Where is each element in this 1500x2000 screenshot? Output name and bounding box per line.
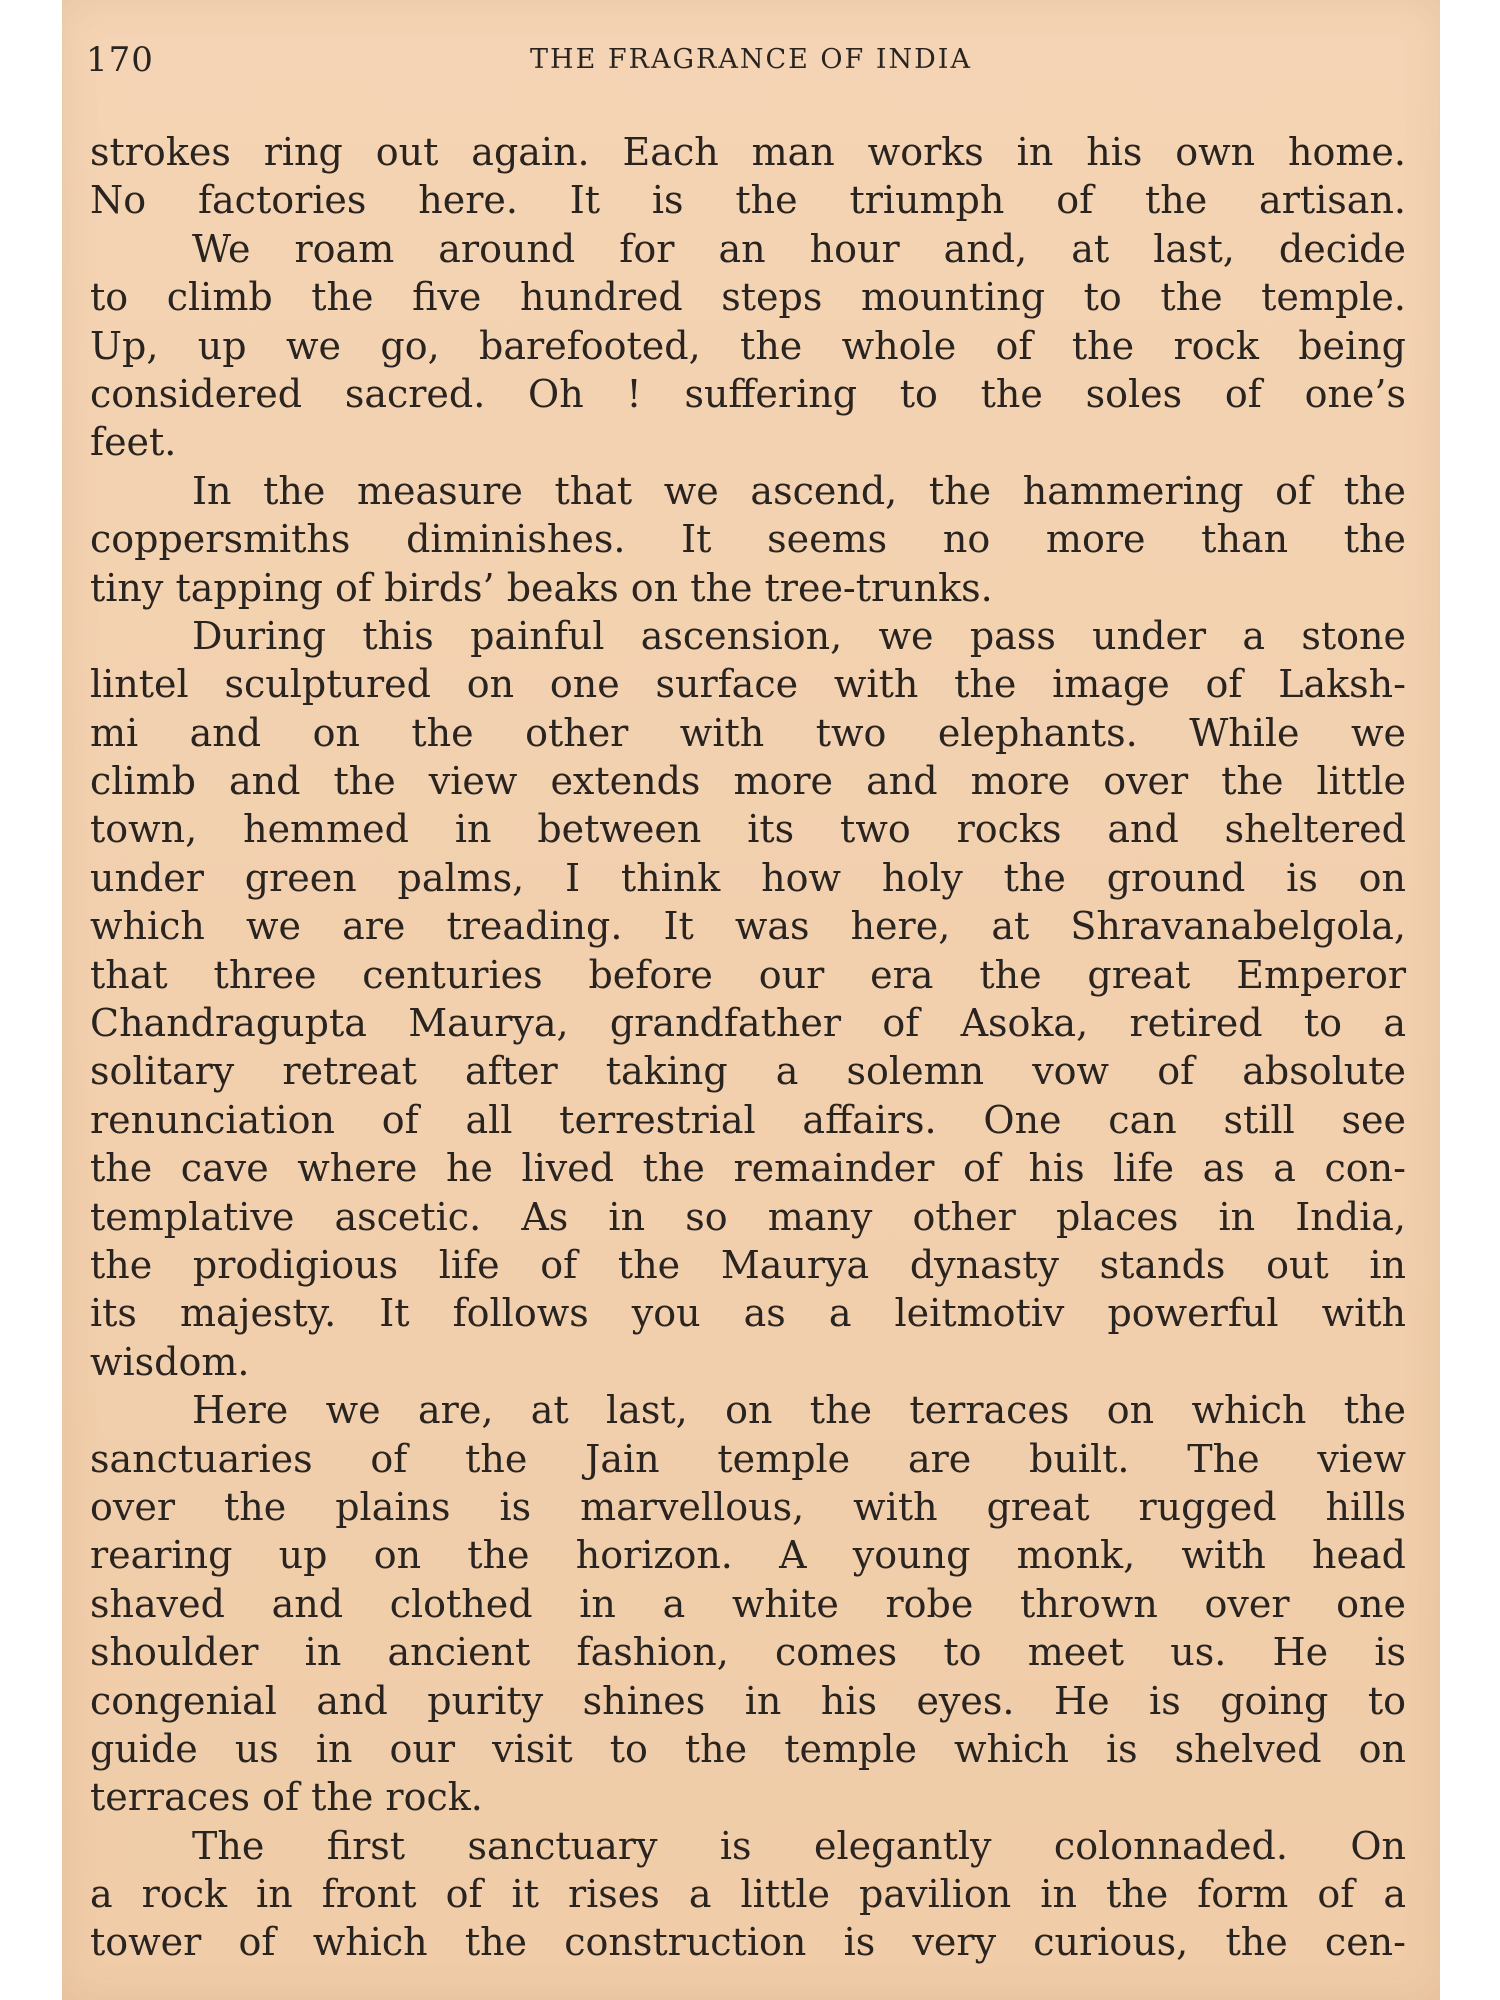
- text-line: which we are treading. It was here, at Shravanabelgola,: [90, 904, 1406, 949]
- text-line: Here we are, at last, on the terraces on which the: [192, 1388, 1406, 1433]
- text-line: town, hemmed in between its two rocks and sheltered: [90, 807, 1406, 852]
- text-line: feet.: [90, 420, 177, 465]
- text-line: mi and on the other with two elephants. While we: [90, 710, 1406, 755]
- text-line: strokes ring out again. Each man works in his own home.: [90, 130, 1406, 174]
- text-line: a rock in front of it rises a little pavilion in the form of a: [90, 1872, 1406, 1917]
- text-line: shaved and clothed in a white robe thrown over one: [90, 1581, 1406, 1626]
- text-line: During this painful ascension, we pass under a stone: [192, 613, 1406, 658]
- text-line: congenial and purity shines in his eyes. He is going to: [90, 1678, 1406, 1723]
- text-line: The first sanctuary is elegantly colonnaded. On: [192, 1823, 1406, 1868]
- text-line: that three centuries before our era the great Emperor: [90, 952, 1406, 997]
- text-line: solitary retreat after taking a solemn vow of absolute: [90, 1049, 1406, 1094]
- text-line: tiny tapping of birds’ beaks on the tree-trunks.: [90, 565, 993, 610]
- book-page: [62, 0, 1440, 2000]
- text-line: considered sacred. Oh ! suffering to the soles of one’s: [90, 371, 1406, 416]
- text-line: Chandragupta Maurya, grandfather of Asoka, retired to a: [90, 1001, 1406, 1046]
- text-line: wisdom.: [90, 1339, 250, 1384]
- text-line: tower of which the construction is very curious, the cen-: [90, 1920, 1406, 1965]
- text-line: its majesty. It follows you as a leitmotiv powerful with: [90, 1291, 1406, 1336]
- text-line: to climb the five hundred steps mounting to the temple.: [90, 275, 1406, 320]
- text-line: terraces of the rock.: [90, 1775, 483, 1820]
- text-line: renunciation of all terrestrial affairs. One can still see: [90, 1097, 1406, 1142]
- text-line: the prodigious life of the Maurya dynasty stands out in: [90, 1242, 1406, 1287]
- text-line: under green palms, I think how holy the ground is on: [90, 855, 1406, 900]
- text-line: the cave where he lived the remainder of his life as a con-: [90, 1146, 1406, 1191]
- text-line: templative ascetic. As in so many other places in India,: [90, 1194, 1406, 1239]
- text-line: lintel sculptured on one surface with the image of Laksh-: [90, 662, 1406, 707]
- text-line: rearing up on the horizon. A young monk, with head: [90, 1533, 1406, 1578]
- text-line: We roam around for an hour and, at last, decide: [192, 226, 1406, 271]
- text-line: No factories here. It is the triumph of the artisan.: [90, 178, 1406, 223]
- text-line: shoulder in ancient fashion, comes to meet us. He is: [90, 1630, 1406, 1675]
- page-header: [86, 40, 1416, 90]
- running-title: THE FRAGRANCE OF INDIA: [530, 44, 972, 75]
- text-line: In the measure that we ascend, the hammering of the: [192, 468, 1406, 513]
- text-line: sanctuaries of the Jain temple are built. The view: [90, 1436, 1406, 1481]
- text-line: Up, up we go, barefooted, the whole of the rock being: [90, 323, 1406, 368]
- page-number: 170: [86, 40, 154, 80]
- body-text: [90, 128, 1406, 1967]
- text-line: over the plains is marvellous, with great rugged hills: [90, 1484, 1406, 1529]
- text-line: climb and the view extends more and more over the little: [90, 759, 1406, 804]
- text-line: guide us in our visit to the temple which is shelved on: [90, 1726, 1406, 1771]
- text-line: coppersmiths diminishes. It seems no more than the: [90, 517, 1406, 562]
